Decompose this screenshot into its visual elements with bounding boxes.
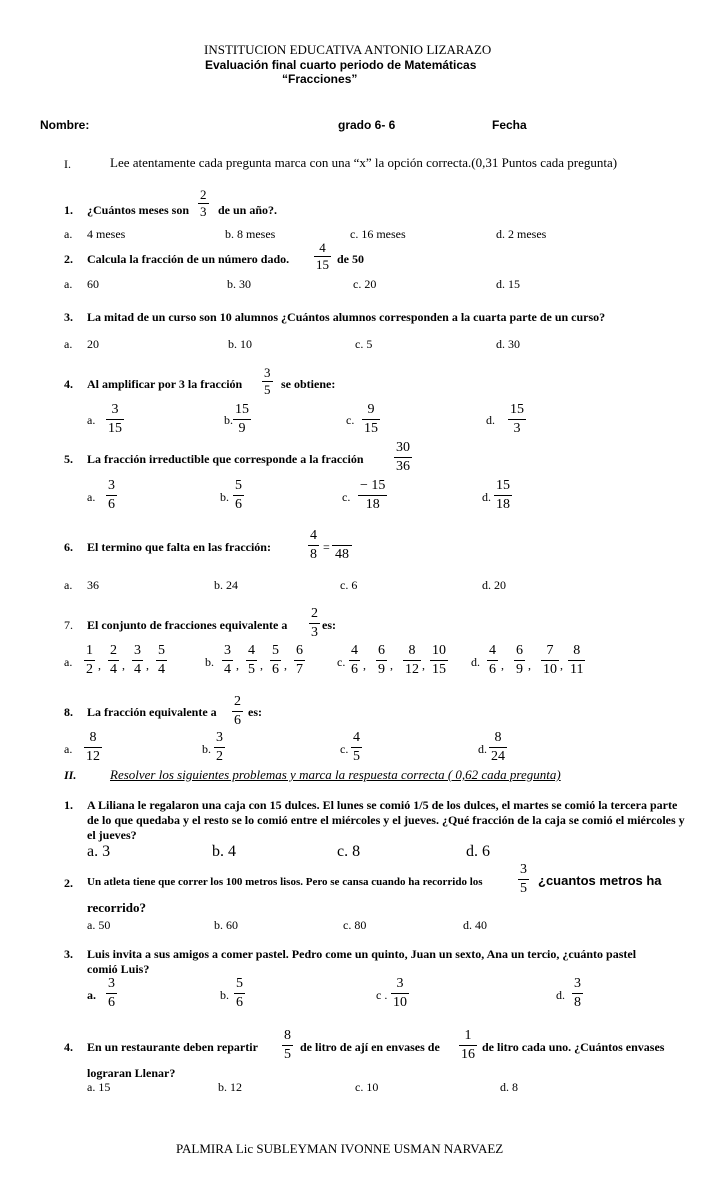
p2-option-d[interactable]: d. 40	[463, 918, 487, 932]
q7-option-c-fraction[interactable]: 4 6	[351, 643, 358, 677]
q6-option-a[interactable]: 36	[87, 578, 99, 592]
q2-text: Calcula la fracción de un número dado.	[87, 252, 290, 266]
p3-option-b[interactable]: 5 6	[236, 976, 243, 1010]
date-label: Fecha	[492, 118, 527, 132]
fraction-separator: ,	[363, 658, 366, 672]
q5-option-a[interactable]: 3 6	[108, 478, 115, 512]
section-2-instruction: Resolver los siguientes problemas y marca la respuesta correcta ( 0,62 cada pregunta)	[110, 767, 561, 782]
p4-option-c[interactable]: c. 10	[355, 1080, 379, 1094]
q3-number: 3.	[64, 310, 73, 324]
q7-option-b-fraction[interactable]: 6 7	[296, 643, 303, 677]
q7-option-a-fraction[interactable]: 1 2	[86, 643, 93, 677]
q8-fraction: 2 6	[234, 694, 241, 728]
q1-option-a[interactable]: 4 meses	[87, 227, 126, 241]
q2-option-b[interactable]: b. 30	[227, 277, 251, 291]
p3-option-a[interactable]: 3 6	[108, 976, 115, 1010]
q7-text-end: es:	[322, 618, 336, 632]
q6-fraction-left: 4 8	[310, 528, 317, 562]
footer-text: PALMIRA Lic SUBLEYMAN IVONNE USMAN NARVAEZ	[176, 1141, 504, 1156]
q7-option-b-label[interactable]: b.	[205, 655, 214, 669]
p3-text: Luis invita a sus amigos a comer pastel. Pedro come un quinto, Juan un sexto, Ana un tercio, ¿cuánto pastel comió Luis?	[87, 947, 637, 976]
q1-option-label[interactable]: a.	[64, 227, 73, 241]
q3-option-c[interactable]: c. 5	[355, 337, 373, 351]
q4-option-b-label[interactable]: b.	[224, 413, 233, 427]
p2-option-b[interactable]: b. 60	[214, 918, 238, 932]
q5-fraction: 30 36	[396, 440, 410, 474]
q4-fraction: 3 5	[264, 365, 271, 397]
fraction-separator: ,	[560, 658, 563, 672]
q6-text: El termino que falta en las fracción:	[87, 540, 271, 554]
p3-number: 3.	[64, 947, 73, 961]
q7-option-d-fraction[interactable]: 7 10	[543, 643, 557, 677]
fraction-separator: ,	[528, 658, 531, 672]
q2-option-label[interactable]: a.	[64, 277, 73, 291]
q7-option-a-fraction[interactable]: 2 4	[110, 643, 117, 677]
fraction-separator: ,	[422, 658, 425, 672]
q6-equals: =	[323, 540, 330, 554]
school-name: INSTITUCION EDUCATIVA ANTONIO LIZARAZO	[204, 42, 492, 57]
p4-option-a[interactable]: a. 15	[87, 1080, 111, 1094]
p4-fraction-2: 1 16	[461, 1028, 475, 1062]
p4-number: 4.	[64, 1040, 73, 1054]
fraction-separator: ,	[146, 658, 149, 672]
name-label: Nombre:	[40, 118, 90, 132]
exam-topic: “Fracciones”	[282, 72, 358, 86]
q3-option-b[interactable]: b. 10	[228, 337, 252, 351]
q1-option-b[interactable]: b. 8 meses	[225, 227, 276, 241]
fraction-separator: ,	[98, 658, 101, 672]
p4-text: En un restaurante deben repartir	[87, 1040, 258, 1054]
q2-number: 2.	[64, 252, 73, 266]
q7-option-d-fraction[interactable]: 6 9	[516, 643, 523, 677]
q5-option-b-label[interactable]: b.	[220, 490, 229, 504]
q2-option-a[interactable]: 60	[87, 277, 99, 291]
q8-number: 8.	[64, 705, 73, 719]
q5-option-c[interactable]: − 15 18	[360, 478, 386, 512]
q5-option-a-label[interactable]: a.	[87, 490, 96, 504]
p3-option-c-label[interactable]: c .	[376, 988, 388, 1002]
p3-option-a-label[interactable]: a.	[87, 988, 96, 1002]
section-2-numeral: II.	[64, 768, 77, 782]
q7-option-c-fraction[interactable]: 6 9	[378, 643, 385, 677]
p1-option-a[interactable]: a. 3	[87, 843, 111, 860]
q6-number: 6.	[64, 540, 73, 554]
q7-option-b-fraction[interactable]: 3 4	[224, 643, 231, 677]
section-1-numeral: I.	[64, 157, 71, 171]
q3-option-a[interactable]: 20	[87, 337, 99, 351]
q8-text-end: es:	[248, 705, 262, 719]
q8-option-c-label[interactable]: c.	[340, 742, 349, 756]
q2-option-c[interactable]: c. 20	[353, 277, 377, 291]
q4-option-c-label[interactable]: c.	[346, 413, 355, 427]
section-1-instruction: Lee atentamente cada pregunta marca con una “x” la opción correcta.(0,31 Puntos cada pregunta)	[110, 155, 618, 170]
q8-option-d[interactable]: 8 24	[491, 730, 505, 764]
p4-text-middle: de litro de ají en envases de	[300, 1040, 440, 1054]
q5-text: La fracción irreductible que corresponde a la fracción	[87, 452, 364, 466]
p2-option-c[interactable]: c. 80	[343, 918, 367, 932]
fraction-separator: ,	[260, 658, 263, 672]
p2-fraction: 3 5	[520, 862, 527, 896]
q1-fraction: 2 3	[200, 187, 207, 219]
q4-option-a[interactable]: 3 15	[108, 402, 122, 436]
q5-option-b[interactable]: 5 6	[235, 478, 242, 512]
q1-text: ¿Cuántos meses son	[87, 203, 190, 217]
q6-option-label[interactable]: a.	[64, 578, 73, 592]
q7-option-d-fraction[interactable]: 4 6	[489, 643, 496, 677]
p2-text: Un atleta tiene que correr los 100 metros lisos. Pero se cansa cuando ha recorrido los	[87, 876, 483, 888]
fraction-separator: ,	[122, 658, 125, 672]
q6-fraction-right: 48	[332, 528, 352, 563]
q5-option-c-label[interactable]: c.	[342, 490, 351, 504]
q4-option-a-label[interactable]: a.	[87, 413, 96, 427]
q7-option-b-fraction[interactable]: 5 6	[272, 643, 279, 677]
q8-option-c[interactable]: 4 5	[353, 730, 360, 764]
fraction-separator: ,	[390, 658, 393, 672]
p2-text-continued: recorrido?	[87, 900, 146, 915]
q4-option-d-label[interactable]: d.	[486, 413, 495, 427]
q1-option-d[interactable]: d. 2 meses	[496, 227, 547, 241]
q7-fraction: 2 3	[311, 606, 318, 640]
grade-label: grado 6- 6	[338, 118, 396, 132]
fraction-separator: ,	[501, 658, 504, 672]
q3-option-label[interactable]: a.	[64, 337, 73, 351]
q8-option-b[interactable]: 3 2	[216, 730, 223, 764]
q5-number: 5.	[64, 452, 73, 466]
q1-number: 1.	[64, 203, 73, 217]
q7-option-b-fraction[interactable]: 4 5	[248, 643, 255, 677]
q7-option-a-label[interactable]: a.	[64, 655, 73, 669]
q8-option-d-label[interactable]: d.	[478, 742, 487, 756]
q4-number: 4.	[64, 377, 73, 391]
p3-option-d-label[interactable]: d.	[556, 988, 565, 1002]
p3-option-d[interactable]: 3 8	[574, 976, 581, 1010]
q6-option-b[interactable]: b. 24	[214, 578, 238, 592]
q7-text: El conjunto de fracciones equivalente a	[87, 618, 288, 632]
q7-option-c-fraction[interactable]: 10 15	[432, 643, 446, 677]
q4-text: Al amplificar por 3 la fracción	[87, 377, 243, 391]
fraction-separator: ,	[284, 658, 287, 672]
q4-option-d[interactable]: 15 3	[510, 402, 524, 436]
q4-text-end: se obtiene:	[281, 377, 336, 391]
p1-option-b[interactable]: b. 4	[212, 843, 236, 860]
p3-option-c[interactable]: 3 10	[393, 976, 407, 1010]
q7-option-c-fraction[interactable]: 8 12	[405, 643, 419, 677]
p4-option-d[interactable]: d. 8	[500, 1080, 518, 1094]
p2-option-a[interactable]: a. 50	[87, 918, 111, 932]
p4-text-continued: lograran Llenar?	[87, 1066, 176, 1080]
q2-text-end: de 50	[337, 252, 364, 266]
q3-option-d[interactable]: d. 30	[496, 337, 520, 351]
q7-option-d-fraction[interactable]: 8 11	[570, 643, 584, 677]
q2-fraction: 4 15	[316, 240, 329, 272]
p4-option-b[interactable]: b. 12	[218, 1080, 242, 1094]
p1-text: A Liliana le regalaron una caja con 15 dulces. El lunes se comió 1/5 de los dulces, el martes se comió la tercera parte de lo que quedaba y el resto se lo comió entre el miércoles y el jueves. ¿Qué fracción de la caja se comió el miércoles y el jueves?	[87, 798, 685, 842]
q8-option-a[interactable]: 8 12	[86, 730, 100, 764]
q1-option-c[interactable]: c. 16 meses	[350, 227, 406, 241]
q8-option-a-label[interactable]: a.	[64, 742, 73, 756]
p3-option-b-label[interactable]: b.	[220, 988, 229, 1002]
q8-option-b-label[interactable]: b.	[202, 742, 211, 756]
p4-fraction-1: 8 5	[284, 1028, 291, 1062]
p1-option-d[interactable]: d. 6	[466, 843, 490, 860]
fraction-separator: ,	[236, 658, 239, 672]
p2-number: 2.	[64, 876, 73, 890]
q3-text: La mitad de un curso son 10 alumnos ¿Cuántos alumnos corresponden a la cuarta parte de un curso?	[87, 310, 606, 324]
q7-number: 7.	[64, 618, 73, 632]
q8-text: La fracción equivalente a	[87, 705, 217, 719]
p4-text-end: de litro cada uno. ¿Cuántos envases	[482, 1040, 665, 1054]
q2-option-d[interactable]: d. 15	[496, 277, 520, 291]
p2-text-end: ¿cuantos metros ha	[538, 873, 662, 888]
q6-option-c[interactable]: c. 6	[340, 578, 358, 592]
q7-option-c-label[interactable]: c.	[337, 655, 346, 669]
q7-option-d-label[interactable]: d.	[471, 655, 480, 669]
q4-option-b[interactable]: 15 9	[235, 402, 249, 436]
q7-option-a-fraction[interactable]: 5 4	[158, 643, 165, 677]
p1-option-c[interactable]: c. 8	[337, 843, 361, 860]
q5-option-d[interactable]: 15 18	[496, 478, 510, 512]
exam-title: Evaluación final cuarto periodo de Matemáticas	[205, 58, 477, 72]
q1-text-end: de un año?.	[218, 203, 278, 217]
q4-option-c[interactable]: 9 15	[364, 402, 378, 436]
q7-option-a-fraction[interactable]: 3 4	[134, 643, 141, 677]
q6-option-d[interactable]: d. 20	[482, 578, 506, 592]
q5-option-d-label[interactable]: d.	[482, 490, 491, 504]
p1-number: 1.	[64, 798, 73, 812]
